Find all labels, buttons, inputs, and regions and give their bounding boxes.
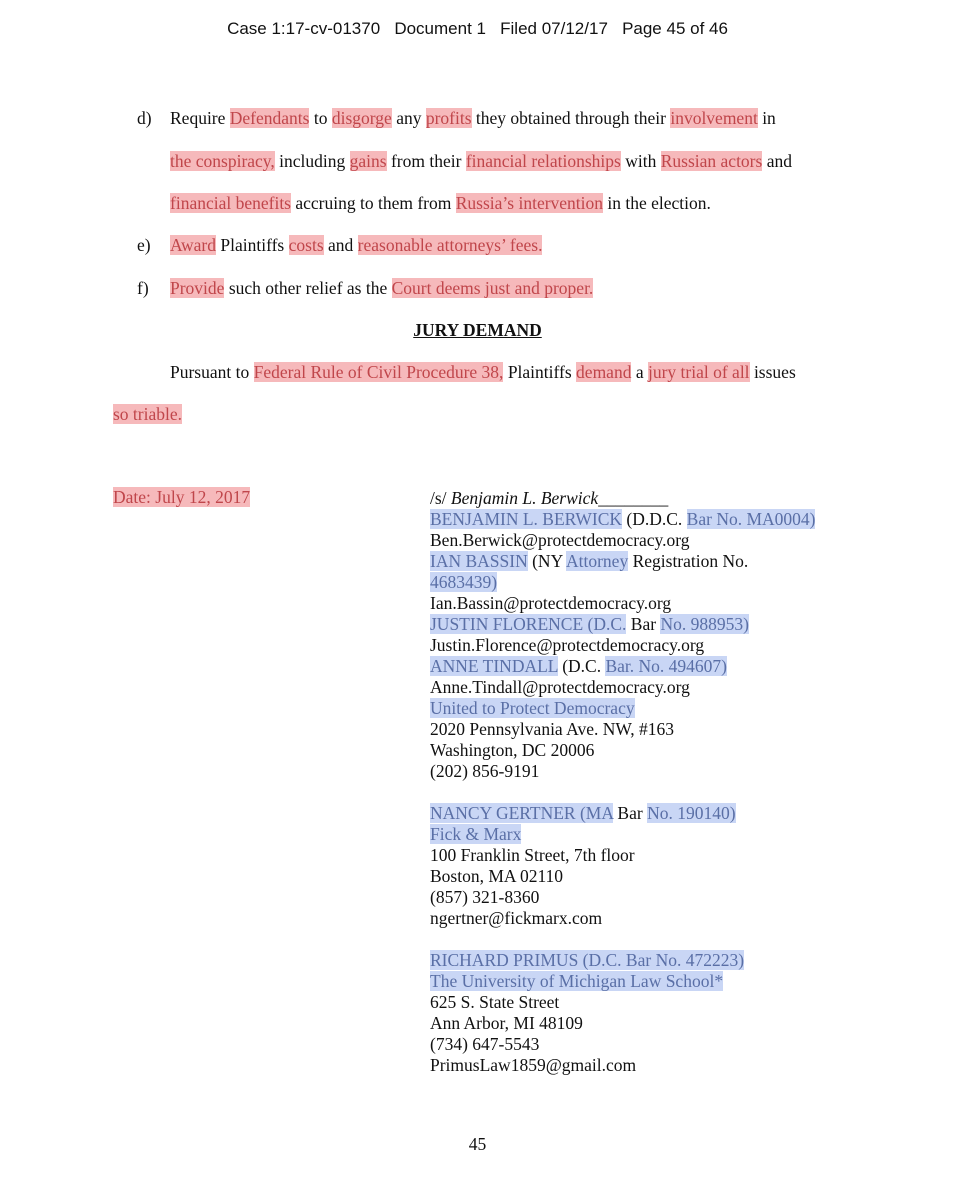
counsel-line xyxy=(430,845,635,866)
highlighted-name: Attorney xyxy=(565,551,629,571)
highlighted-text: so triable. xyxy=(113,404,183,424)
counsel-line xyxy=(430,761,539,782)
body-text: Boston, MA 02110 xyxy=(430,866,564,886)
body-text: (D.C. xyxy=(557,656,606,676)
highlighted-text: financial relationships xyxy=(465,151,621,171)
counsel-line xyxy=(430,950,744,971)
counsel-line xyxy=(430,908,602,929)
highlighted-name: JUSTIN FLORENCE (D.C. xyxy=(430,614,627,634)
body-text: Bar xyxy=(613,803,648,823)
case-header: Case 1:17-cv-01370 Document 1 Filed 07/12/17 Page 45 of 46 xyxy=(227,19,728,38)
highlighted-name: The University of Michigan Law School* xyxy=(430,971,724,991)
highlighted-text: demand xyxy=(576,362,632,382)
body-text: Plaintiffs xyxy=(503,362,577,382)
body-text: (NY xyxy=(527,551,566,571)
jury-demand-line xyxy=(113,403,182,425)
highlighted-text: involvement xyxy=(670,108,758,128)
counsel-line xyxy=(430,740,594,761)
relief-line xyxy=(170,192,711,214)
body-text: including xyxy=(274,151,350,171)
counsel-line xyxy=(430,635,704,656)
counsel-line xyxy=(430,992,559,1013)
filing-date xyxy=(113,486,250,508)
body-text: Justin.Florence@protectdemocracy.org xyxy=(430,635,705,655)
counsel-line xyxy=(430,887,539,908)
highlighted-text: profits xyxy=(425,108,472,128)
counsel-line xyxy=(430,866,563,887)
highlighted-text: Russian actors xyxy=(660,151,763,171)
page-number: 45 xyxy=(468,1134,487,1154)
item-label-d: d) xyxy=(137,108,152,128)
highlighted-name: No. 988953) xyxy=(660,614,749,634)
body-text: Bar xyxy=(626,614,661,634)
body-text: 100 Franklin Street, 7th floor xyxy=(430,845,635,865)
counsel-line xyxy=(430,1055,636,1076)
counsel-line xyxy=(430,698,635,719)
body-text: with xyxy=(620,151,661,171)
highlighted-name: ANNE TINDALL xyxy=(430,656,558,676)
highlighted-name: Bar. No. 494607) xyxy=(605,656,727,676)
counsel-line xyxy=(430,614,749,635)
body-text: accruing to them from xyxy=(291,193,456,213)
highlighted-name: Bar No. MA0004) xyxy=(686,509,816,529)
highlighted-text: Federal Rule of Civil Procedure 38, xyxy=(253,362,504,382)
body-text: 625 S. State Street xyxy=(430,992,560,1012)
counsel-line xyxy=(430,656,727,677)
body-text: in xyxy=(757,108,776,128)
filing-date-text: Date: July 12, 2017 xyxy=(113,487,251,507)
body-text: ngertner@fickmarx.com xyxy=(430,908,603,928)
body-text: Ian.Bassin@protectdemocracy.org xyxy=(430,593,672,613)
counsel-line xyxy=(430,971,723,992)
body-text: Washington, DC 20006 xyxy=(430,740,595,760)
highlighted-name: Fick & Marx xyxy=(430,824,522,844)
relief-line xyxy=(170,234,542,256)
counsel-line xyxy=(430,719,674,740)
signature-line xyxy=(430,488,668,509)
highlighted-text: Court deems just and proper. xyxy=(391,278,594,298)
signature-name: Benjamin L. Berwick xyxy=(450,488,599,508)
highlighted-text: jury trial of all xyxy=(647,362,750,382)
body-text: a xyxy=(631,362,648,382)
highlighted-text: Provide xyxy=(170,278,225,298)
item-label-e: e) xyxy=(137,235,151,255)
body-text: and xyxy=(323,235,358,255)
highlighted-name: United to Protect Democracy xyxy=(430,698,635,718)
body-text: 2020 Pennsylvania Ave. NW, #163 xyxy=(430,719,675,739)
body-text: Anne.Tindall@protectdemocracy.org xyxy=(430,677,690,697)
highlighted-text: the conspiracy, xyxy=(170,151,275,171)
body-text: such other relief as the xyxy=(224,278,392,298)
highlighted-name: RICHARD PRIMUS (D.C. Bar No. 472223) xyxy=(430,950,745,970)
counsel-line xyxy=(430,509,815,530)
counsel-line xyxy=(430,803,736,824)
body-text: (734) 647-5543 xyxy=(430,1034,540,1054)
highlighted-text: disgorge xyxy=(331,108,392,128)
counsel-line xyxy=(430,551,748,572)
relief-line xyxy=(170,277,593,299)
highlighted-text: Award xyxy=(170,235,217,255)
highlighted-name: NANCY GERTNER (MA xyxy=(430,803,614,823)
body-text: and xyxy=(762,151,792,171)
body-text: Registration No. xyxy=(628,551,749,571)
counsel-line xyxy=(430,530,690,551)
highlighted-name: BENJAMIN L. BERWICK xyxy=(430,509,623,529)
signature-rule: ________ xyxy=(598,488,669,508)
jury-demand-line xyxy=(170,361,796,383)
relief-line xyxy=(170,107,776,129)
highlighted-text: reasonable attorneys’ fees. xyxy=(357,235,543,255)
jury-demand-heading: JURY DEMAND xyxy=(413,320,542,340)
body-text: any xyxy=(391,108,426,128)
body-text: Ann Arbor, MI 48109 xyxy=(430,1013,583,1033)
body-text: from their xyxy=(386,151,466,171)
item-label-f: f) xyxy=(137,278,149,298)
body-text: Plaintiffs xyxy=(216,235,289,255)
body-text: in the election. xyxy=(603,193,711,213)
body-text: (202) 856-9191 xyxy=(430,761,540,781)
counsel-line xyxy=(430,1034,539,1055)
highlighted-text: gains xyxy=(349,151,387,171)
body-text: Ben.Berwick@protectdemocracy.org xyxy=(430,530,690,550)
highlighted-text: costs xyxy=(288,235,324,255)
body-text: Pursuant to xyxy=(170,362,254,382)
counsel-line xyxy=(430,593,671,614)
body-text: (D.D.C. xyxy=(622,509,687,529)
counsel-line xyxy=(430,1013,583,1034)
body-text: PrimusLaw1859@gmail.com xyxy=(430,1055,637,1075)
body-text: Require xyxy=(170,108,230,128)
highlighted-text: Defendants xyxy=(229,108,310,128)
relief-line xyxy=(170,150,792,172)
highlighted-text: financial benefits xyxy=(170,193,291,213)
highlighted-name: No. 190140) xyxy=(647,803,736,823)
highlighted-name: IAN BASSIN xyxy=(430,551,528,571)
body-text: to xyxy=(309,108,332,128)
body-text: issues xyxy=(749,362,796,382)
counsel-line xyxy=(430,677,690,698)
highlighted-text: Russia’s intervention xyxy=(455,193,604,213)
counsel-line xyxy=(430,824,521,845)
highlighted-name: 4683439) xyxy=(430,572,498,592)
counsel-line xyxy=(430,572,497,593)
body-text: (857) 321-8360 xyxy=(430,887,540,907)
body-text: they obtained through their xyxy=(471,108,671,128)
signature-prefix: /s/ xyxy=(430,488,451,508)
